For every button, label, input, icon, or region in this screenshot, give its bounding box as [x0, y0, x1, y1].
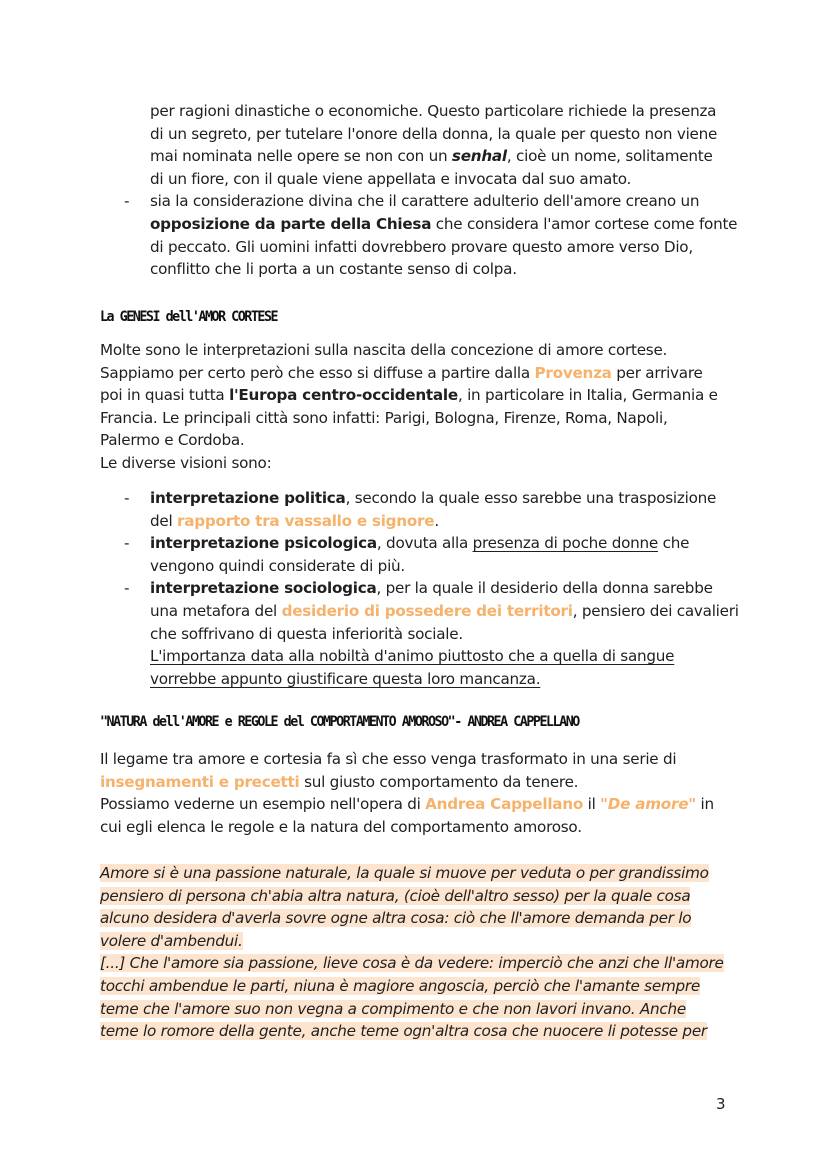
bold-term: opposizione da parte della Chiesa: [150, 214, 432, 233]
text: una metafora del: [150, 601, 282, 620]
text-line: Palermo e Cordoba.: [100, 431, 245, 450]
text-line: [100, 793, 740, 816]
interpretations-list: [100, 487, 740, 690]
text: sia la considerazione divina che il carattere adulterio dell'amore creano un: [150, 192, 700, 211]
text-line: Molte sono le interpretazioni sulla nascita della concezione di amore cortese.: [100, 341, 668, 359]
text-line: [100, 600, 740, 623]
text: , pensiero dei cavalieri: [572, 601, 739, 620]
cappellano-paragraph: [100, 748, 740, 838]
quote-line: [100, 975, 740, 998]
highlighted-text: teme lo romore della gente, anche teme ogn'altra cosa che nuocere li potesse per: [100, 1022, 707, 1041]
bullet-dash: -: [124, 579, 130, 598]
bold-term: l'Europa centro-occidentale: [229, 386, 458, 405]
underlined-term: presenza di poche donne: [472, 534, 659, 553]
quote-line: [100, 952, 740, 975]
text: del: [150, 511, 178, 530]
highlight-work-title: "De amore": [600, 795, 696, 814]
quote-line: [100, 998, 740, 1021]
highlighted-text: teme che l'amore suo non vegna a compimento e che non lavori invano. Anche: [100, 999, 686, 1018]
text: per arrivare: [611, 363, 703, 382]
genesi-paragraph: [100, 339, 740, 475]
text: , in particolare in Italia, Germania e: [457, 386, 718, 405]
text: Possiamo vederne un esempio nell'opera di: [100, 795, 426, 814]
text: che: [658, 534, 690, 553]
highlight-term: Provenza: [534, 363, 612, 382]
text: , secondo la quale esso sarebbe una trasposizione: [345, 489, 717, 507]
senhal-term: senhal: [451, 147, 507, 166]
bullet-dash: -: [124, 534, 130, 553]
text-line: [100, 362, 740, 385]
highlighted-text: alcuno desidera d'averla sovre ogne altra cosa: ciò che ll'amore demanda per lo: [100, 909, 692, 928]
text: sul giusto comportamento da tenere.: [299, 772, 579, 791]
text-line: per ragioni dinastiche o economiche. Questo particolare richiede la presenza: [150, 102, 717, 120]
text-line: [100, 145, 740, 168]
text-line: di peccato. Gli uomini infatti dovrebbero provare questo amore verso Dio,: [150, 237, 693, 256]
bold-term: interpretazione politica: [150, 489, 346, 507]
highlighted-text: pensiero di persona ch'abia altra natura, (cioè dell'altro sesso) per la quale cosa: [100, 886, 691, 905]
text: in: [695, 795, 714, 814]
text-line: Le diverse visioni sono:: [100, 453, 272, 472]
highlight-term: insegnamenti e precetti: [100, 772, 300, 791]
quote-line: [100, 885, 740, 908]
list-item-church-opposition: [100, 190, 740, 213]
quote-line: [100, 907, 740, 930]
text: Sappiamo per certo però che esso si diffuse a partire dalla: [100, 363, 535, 382]
intro-continued: [100, 100, 740, 281]
text: il: [583, 795, 601, 814]
highlight-author: Andrea Cappellano: [425, 795, 584, 814]
text: che considera l'amor cortese come fonte: [431, 214, 738, 233]
list-item-psicologica: [100, 532, 740, 555]
quote-line: [100, 930, 740, 953]
quote-line: [100, 862, 740, 885]
text: .: [434, 511, 439, 530]
underlined-line: vorrebbe appunto giustificare questa loro mancanza.: [150, 669, 541, 688]
text-line: di un segreto, per tutelare l'onore della donna, la quale per questo non viene: [150, 124, 718, 143]
text-line: [100, 384, 740, 407]
bullet-dash: -: [124, 489, 130, 507]
de-amore-quote: [100, 862, 740, 1043]
text: , dovuta alla: [376, 534, 473, 553]
highlight-term: desiderio di possedere dei territori: [281, 601, 573, 620]
text: , cioè un nome, solitamente: [506, 147, 713, 166]
text-line: [100, 771, 740, 794]
text-line: cui egli elenca le regole e la natura del comportamento amoroso.: [100, 817, 582, 836]
text: , per la quale il desiderio della donna sarebbe: [376, 579, 713, 598]
highlighted-text: Amore si è una passione naturale, la quale si muove per veduta o per grandissimo: [100, 864, 709, 882]
text: mai nominata nelle opere se non con un: [150, 147, 452, 166]
text-line: conflitto che li porta a un costante senso di colpa.: [150, 260, 517, 279]
bold-term: interpretazione sociologica: [150, 579, 377, 598]
underlined-line: L'importanza data alla nobiltà d'animo piuttosto che a quella di sangue: [150, 647, 675, 666]
section-heading-genesi: La GENESI dell'AMOR CORTESE: [100, 309, 278, 325]
highlighted-text: [...] Che l'amore sia passione, lieve cosa è da vedere: imperciò che anzi che ll'amore: [100, 954, 724, 973]
highlighted-text: volere d'ambendui.: [100, 931, 243, 950]
text-line: di un fiore, con il quale viene appellata e invocata dal suo amato.: [150, 169, 632, 188]
text-line: Francia. Le principali città sono infatti: Parigi, Bologna, Firenze, Roma, Napoli,: [100, 408, 668, 427]
page-number: 3: [716, 1095, 726, 1113]
text-line: Il legame tra amore e cortesia fa sì che esso venga trasformato in una serie di: [100, 750, 677, 768]
list-item-politica: [100, 487, 740, 510]
bold-term: interpretazione psicologica: [150, 534, 377, 553]
highlighted-text: tocchi ambendue le parti, niuna è magiore angoscia, perciò che l'amante sempre: [100, 976, 700, 995]
text: poi in quasi tutta: [100, 386, 230, 405]
section-heading-cappellano: "NATURA dell'AMORE e REGOLE del COMPORTAMENTO AMOROSO"- ANDREA CAPPELLANO: [100, 714, 579, 730]
text-line: vengono quindi considerate di più.: [150, 556, 405, 575]
bullet-dash: -: [124, 192, 130, 211]
text-line: [100, 510, 740, 533]
list-item-sociologica: [100, 577, 740, 600]
highlight-term: rapporto tra vassallo e signore: [177, 511, 435, 530]
text-line: [100, 213, 740, 236]
text-line: che soffrivano di questa inferiorità sociale.: [150, 624, 463, 643]
quote-line: [100, 1020, 740, 1043]
